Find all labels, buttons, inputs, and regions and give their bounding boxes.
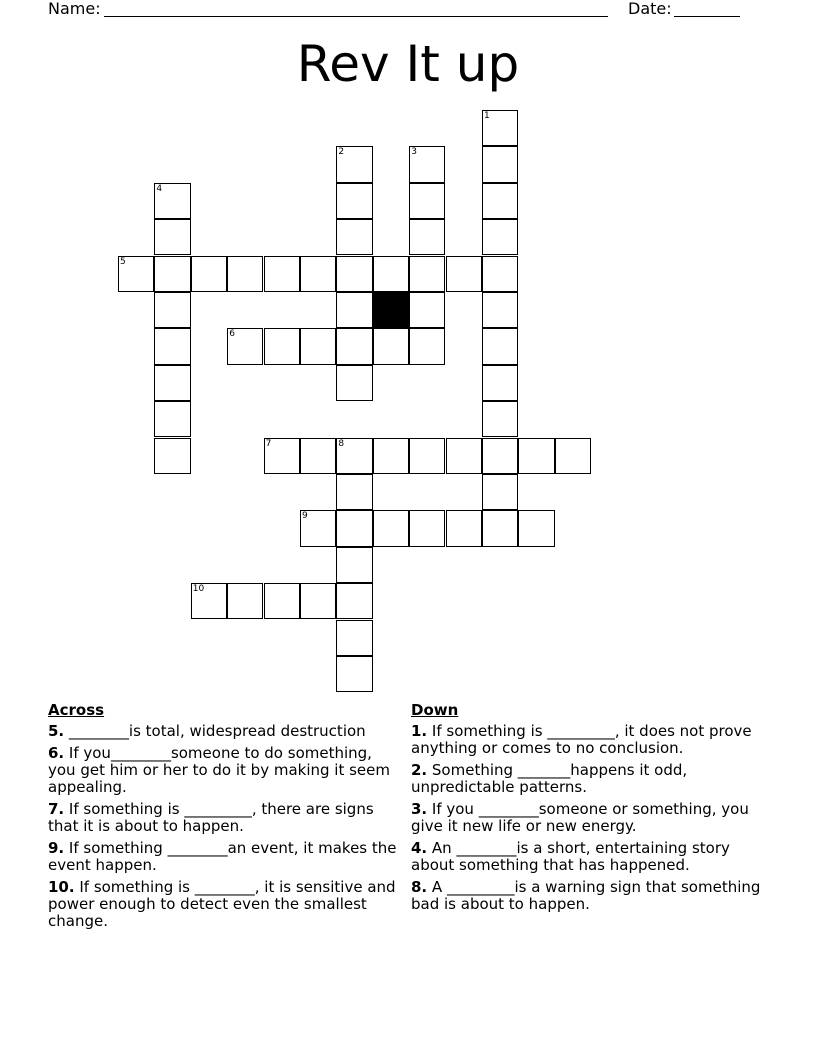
clue-text: ________is total, widespread destruction bbox=[64, 722, 366, 740]
grid-cell[interactable] bbox=[409, 256, 445, 292]
across-heading: Across bbox=[48, 701, 105, 719]
grid-cell[interactable] bbox=[154, 292, 190, 328]
clue-text: A _________is a warning sign that something bad is about to happen. bbox=[411, 878, 761, 913]
grid-cell[interactable] bbox=[446, 438, 482, 474]
down-clue-list bbox=[411, 723, 771, 913]
clue-text: Something _______happens it odd, unpredictable patterns. bbox=[411, 761, 688, 796]
clue-number: 1 bbox=[484, 111, 490, 121]
grid-cell[interactable] bbox=[482, 401, 518, 437]
clue-text: If something ________an event, it makes the event happen. bbox=[48, 839, 397, 874]
grid-cell[interactable] bbox=[300, 438, 336, 474]
down-clue bbox=[411, 762, 771, 796]
grid-cell[interactable] bbox=[336, 547, 372, 583]
grid-cell[interactable] bbox=[227, 328, 263, 364]
grid-cell[interactable] bbox=[373, 256, 409, 292]
clue-number: 9 bbox=[302, 511, 308, 522]
grid-cell[interactable] bbox=[446, 510, 482, 546]
grid-cell[interactable] bbox=[264, 256, 300, 292]
clue-text: If something is _________, there are signs that it is about to happen. bbox=[48, 800, 374, 835]
grid-cell[interactable] bbox=[300, 510, 336, 546]
grid-cell[interactable] bbox=[191, 256, 227, 292]
across-clue bbox=[48, 840, 400, 874]
grid-cell[interactable] bbox=[373, 328, 409, 364]
grid-cell[interactable] bbox=[336, 620, 372, 656]
grid-cell[interactable] bbox=[300, 328, 336, 364]
grid-cell[interactable] bbox=[409, 146, 445, 182]
grid-cell[interactable] bbox=[227, 256, 263, 292]
down-clue bbox=[411, 723, 771, 757]
clue-number: 3 bbox=[411, 147, 417, 158]
grid-cell[interactable] bbox=[154, 256, 190, 292]
puzzle-title: Rev It up bbox=[296, 35, 520, 93]
clue-number: 9. bbox=[48, 839, 65, 857]
clue-text: If you ________someone or something, you give it new life or new energy. bbox=[411, 800, 749, 835]
down-clue bbox=[411, 801, 771, 835]
grid-cell[interactable] bbox=[409, 292, 445, 328]
clue-number: 2. bbox=[411, 761, 428, 779]
grid-cell[interactable] bbox=[336, 365, 372, 401]
grid-cell[interactable] bbox=[264, 583, 300, 619]
grid-cell[interactable] bbox=[336, 474, 372, 510]
grid-cell[interactable] bbox=[154, 365, 190, 401]
clue-text: If something is ________, it is sensitive and power enough to detect even the smallest change. bbox=[48, 878, 396, 930]
across-clue-list bbox=[48, 723, 400, 930]
clue-number: 2 bbox=[338, 147, 345, 158]
clue-number: 5 bbox=[120, 256, 126, 267]
clue-number: 6. bbox=[48, 744, 65, 762]
down-clues bbox=[411, 702, 771, 918]
grid-cell[interactable] bbox=[409, 219, 445, 255]
grid-cell[interactable] bbox=[555, 438, 591, 474]
grid-cell[interactable] bbox=[482, 146, 518, 182]
grid-cell[interactable] bbox=[482, 328, 518, 364]
grid-cell[interactable] bbox=[409, 510, 445, 546]
grid-cell[interactable] bbox=[336, 219, 372, 255]
across-clue bbox=[48, 879, 400, 930]
grid-cell[interactable] bbox=[154, 328, 190, 364]
grid-cell[interactable] bbox=[482, 110, 518, 146]
clue-number: 10 bbox=[192, 584, 205, 595]
black-cell bbox=[373, 292, 409, 328]
name-label: Name: bbox=[48, 0, 101, 18]
clue-number: 6 bbox=[229, 329, 235, 340]
down-heading: Down bbox=[411, 701, 459, 719]
grid-cell[interactable] bbox=[154, 219, 190, 255]
grid-cell[interactable] bbox=[336, 146, 372, 182]
grid-cell[interactable] bbox=[336, 256, 372, 292]
grid-cell[interactable] bbox=[409, 328, 445, 364]
grid-cell[interactable] bbox=[446, 256, 482, 292]
grid-cell[interactable] bbox=[154, 438, 190, 474]
grid-cell[interactable] bbox=[373, 510, 409, 546]
clue-number: 4 bbox=[156, 183, 163, 194]
clue-text: An ________is a short, entertaining story about something that has happened. bbox=[411, 839, 730, 874]
grid-cell[interactable] bbox=[518, 438, 554, 474]
grid-cell[interactable] bbox=[482, 292, 518, 328]
grid-cell[interactable] bbox=[482, 510, 518, 546]
grid-cell[interactable] bbox=[482, 365, 518, 401]
grid-cell[interactable] bbox=[336, 292, 372, 328]
down-clue bbox=[411, 840, 771, 874]
grid-cell[interactable] bbox=[518, 510, 554, 546]
grid-cell[interactable] bbox=[373, 438, 409, 474]
clue-number: 8 bbox=[338, 438, 345, 449]
clue-number: 7 bbox=[265, 438, 272, 449]
grid-cell[interactable] bbox=[336, 510, 372, 546]
clue-number: 8. bbox=[411, 878, 428, 896]
grid-cell[interactable] bbox=[482, 219, 518, 255]
grid-cell[interactable] bbox=[336, 328, 372, 364]
grid-cell[interactable] bbox=[336, 583, 372, 619]
clue-text: If something is _________, it does not prove anything or comes to no conclusion. bbox=[411, 722, 752, 757]
across-clues bbox=[48, 702, 400, 935]
across-clue bbox=[48, 745, 400, 796]
clue-number: 5. bbox=[48, 722, 65, 740]
grid-cell[interactable] bbox=[482, 256, 518, 292]
grid-cell[interactable] bbox=[300, 583, 336, 619]
clue-number: 4. bbox=[411, 839, 428, 857]
grid-cell[interactable] bbox=[118, 256, 154, 292]
clue-number: 1. bbox=[411, 722, 428, 740]
grid-cell[interactable] bbox=[409, 438, 445, 474]
grid-cell[interactable] bbox=[409, 183, 445, 219]
grid-cell[interactable] bbox=[336, 183, 372, 219]
grid-cell[interactable] bbox=[264, 438, 300, 474]
clue-number: 10. bbox=[48, 878, 75, 896]
grid-cell[interactable] bbox=[482, 438, 518, 474]
grid-cell[interactable] bbox=[336, 656, 372, 692]
grid-cell[interactable] bbox=[336, 438, 372, 474]
grid-cell[interactable] bbox=[227, 583, 263, 619]
grid-cell[interactable] bbox=[264, 328, 300, 364]
grid-cell[interactable] bbox=[191, 583, 227, 619]
grid-cell[interactable] bbox=[154, 401, 190, 437]
grid-cell[interactable] bbox=[154, 183, 190, 219]
across-clue bbox=[48, 723, 400, 740]
clue-text: If you________someone to do something, you get him or her to do it by making it seem appealing. bbox=[48, 744, 390, 796]
clue-number: 7. bbox=[48, 800, 65, 818]
across-clue bbox=[48, 801, 400, 835]
date-label: Date: bbox=[628, 0, 672, 18]
grid-cell[interactable] bbox=[482, 474, 518, 510]
clue-number: 3. bbox=[411, 800, 428, 818]
grid-cell[interactable] bbox=[482, 183, 518, 219]
down-clue bbox=[411, 879, 771, 913]
grid-cell[interactable] bbox=[300, 256, 336, 292]
